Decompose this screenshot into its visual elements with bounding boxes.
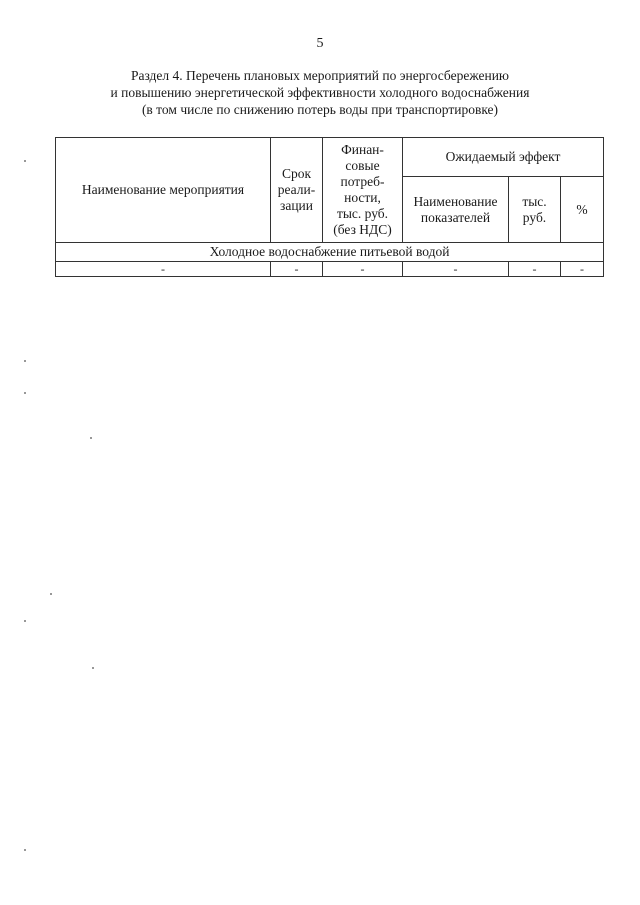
scan-speck bbox=[50, 593, 52, 595]
table-cell: - bbox=[323, 262, 403, 277]
scan-speck bbox=[24, 620, 26, 622]
header-finance bbox=[323, 138, 403, 243]
section-heading bbox=[40, 67, 600, 118]
header-thousand-rub bbox=[509, 177, 561, 243]
page-number: 5 bbox=[316, 36, 324, 51]
header-finance-line: ности, bbox=[344, 190, 381, 205]
heading-line-1: Раздел 4. Перечень плановых мероприятий по энергосбережению bbox=[130, 68, 510, 83]
table-cell: - bbox=[56, 262, 271, 277]
header-finance-line: Финан- bbox=[341, 142, 384, 157]
header-thousand-line: руб. bbox=[522, 209, 547, 225]
scan-speck bbox=[92, 667, 94, 669]
measures-table bbox=[55, 137, 604, 277]
heading-line-2: и повышению энергетической эффективности холодного водоснабжения bbox=[110, 85, 530, 100]
header-finance-line: потреб- bbox=[340, 174, 385, 189]
scan-speck bbox=[24, 392, 26, 394]
header-finance-line: (без НДС) bbox=[333, 222, 392, 237]
header-indicator-name bbox=[403, 177, 509, 243]
header-finance-line: совые bbox=[345, 158, 380, 173]
header-expected-effect: Ожидаемый эффект bbox=[403, 138, 604, 177]
header-percent: % bbox=[561, 177, 604, 243]
scan-speck bbox=[24, 849, 26, 851]
header-term bbox=[271, 138, 323, 243]
header-finance-line: тыс. руб. bbox=[336, 206, 389, 221]
header-indicator-line: Наименование bbox=[413, 193, 498, 209]
table-cell: - bbox=[509, 262, 561, 277]
table-cell: - bbox=[271, 262, 323, 277]
table-row bbox=[56, 262, 604, 277]
header-term-line: Срок bbox=[281, 166, 312, 181]
table-cell: - bbox=[561, 262, 604, 277]
header-term-line: зации bbox=[280, 198, 313, 213]
heading-line-3: (в том числе по снижению потерь воды при транспортировке) bbox=[141, 102, 499, 117]
scan-speck bbox=[90, 437, 92, 439]
header-indicator-line: показателей bbox=[420, 209, 491, 225]
scan-speck bbox=[24, 160, 26, 162]
header-thousand-line: тыс. bbox=[522, 193, 547, 209]
section-title-row: Холодное водоснабжение питьевой водой bbox=[56, 243, 604, 262]
header-term-line: реали- bbox=[277, 182, 316, 197]
header-measure-name: Наименование мероприятия bbox=[56, 138, 271, 243]
table-cell: - bbox=[403, 262, 509, 277]
scan-speck bbox=[24, 360, 26, 362]
